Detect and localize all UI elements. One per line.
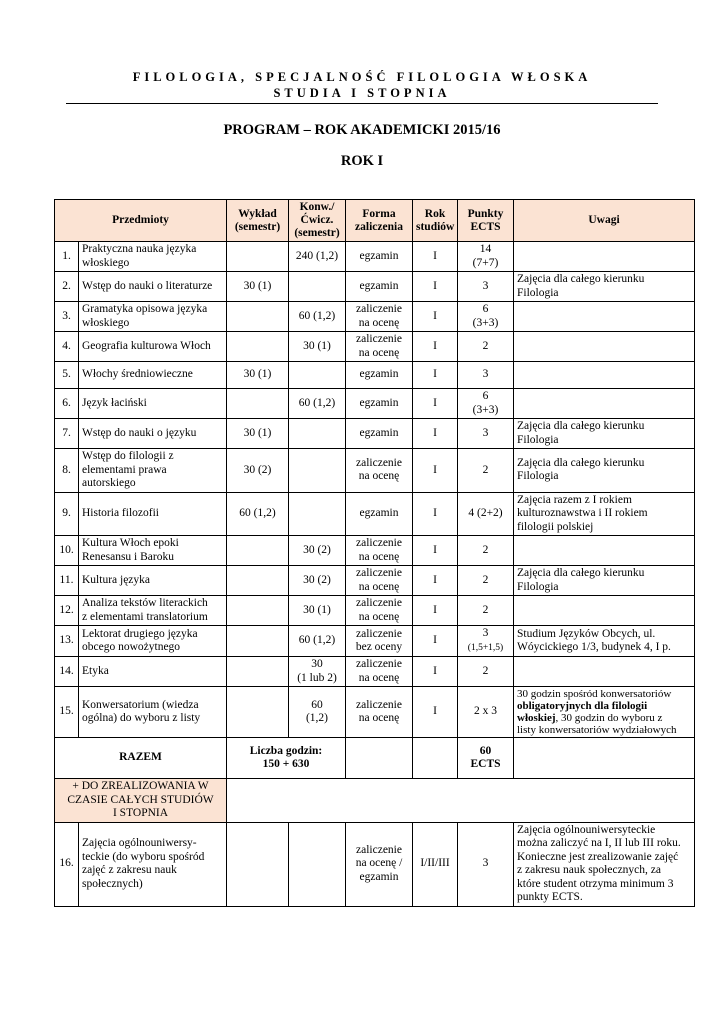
row-lecture: 30 (1) — [227, 362, 289, 389]
whole-studies-row — [55, 779, 695, 823]
row-year: I — [413, 302, 458, 332]
col-header-notes: Uwagi — [514, 200, 695, 242]
summary-empty-notes — [514, 738, 695, 779]
row-conv: 30 (1 lub 2) — [289, 657, 346, 687]
table-row — [55, 492, 695, 536]
row-lecture — [227, 302, 289, 332]
row-year: I — [413, 566, 458, 596]
row-number: 1. — [55, 242, 79, 272]
row-lecture — [227, 536, 289, 566]
row-notes — [514, 657, 695, 687]
program-title: PROGRAM – ROK AKADEMICKI 2015/16 — [223, 122, 501, 138]
row-ects: 3 — [458, 822, 514, 906]
row-number: 5. — [55, 362, 79, 389]
row-form: egzamin — [346, 419, 413, 449]
row-form: egzamin — [346, 242, 413, 272]
row-notes — [514, 362, 695, 389]
row-lecture: 30 (1) — [227, 272, 289, 302]
row-notes: Zajęcia ogólnouniwersyteckie można zaliczyć na I, II lub III roku. Konieczne jest zrealizowanie zajęć z zakresu nauk społecznych, za które student otrzyma minimum 3 punkty ECTS. — [514, 822, 695, 906]
row-lecture — [227, 596, 289, 626]
table-row — [55, 536, 695, 566]
faculty-heading: FILOLOGIA, SPECJALNOŚĆ FILOLOGIA WŁOSKA — [132, 70, 592, 84]
summary-empty-form — [346, 738, 413, 779]
row-year: I — [413, 492, 458, 536]
row-year: I — [413, 657, 458, 687]
col-header-ects: Punkty ECTS — [458, 200, 514, 242]
row-ects: 14 (7+7) — [458, 242, 514, 272]
row-ects: 6 (3+3) — [458, 389, 514, 419]
row-notes — [514, 536, 695, 566]
row-ects: 2 x 3 — [458, 687, 514, 738]
row-form: zaliczenie na ocenę — [346, 566, 413, 596]
row-notes — [514, 389, 695, 419]
row-conv: 60 (1,2) — [289, 302, 346, 332]
row-number: 9. — [55, 492, 79, 536]
row-ects: 2 — [458, 332, 514, 362]
row-lecture — [227, 242, 289, 272]
row-subject: Wstęp do filologii z elementami prawa autorskiego — [79, 449, 227, 493]
row-lecture: 30 (2) — [227, 449, 289, 493]
row-lecture — [227, 626, 289, 657]
row-form: zaliczenie na ocenę — [346, 449, 413, 493]
row-year: I — [413, 242, 458, 272]
col-header-subject: Przedmioty — [55, 200, 227, 242]
row-form: egzamin — [346, 389, 413, 419]
row-ects: 2 — [458, 596, 514, 626]
whole-studies-blank — [227, 779, 695, 823]
row-year: I — [413, 626, 458, 657]
row-ects: 2 — [458, 657, 514, 687]
row-number: 14. — [55, 657, 79, 687]
row-ects: 2 — [458, 449, 514, 493]
row-year: I — [413, 362, 458, 389]
row-ects: 2 — [458, 566, 514, 596]
row-ects: 3 (1,5+1,5) — [458, 626, 514, 657]
row-notes — [514, 596, 695, 626]
row-notes: 30 godzin spośród konwersatoriów obligatoryjnych dla filologii włoskiej, 30 godzin do wyboru z listy konwersatoriów wydziałowych — [514, 687, 695, 738]
row-year: I/II/III — [413, 822, 458, 906]
row-year: I — [413, 332, 458, 362]
col-header-year: Rok studiów — [413, 200, 458, 242]
row-notes: Zajęcia dla całego kierunku Filologia — [514, 419, 695, 449]
table-row — [55, 822, 695, 906]
row-subject: Wstęp do nauki o literaturze — [79, 272, 227, 302]
row-year: I — [413, 419, 458, 449]
row-year: I — [413, 536, 458, 566]
row-ects: 4 (2+2) — [458, 492, 514, 536]
row-conv: 60 (1,2) — [289, 626, 346, 657]
row-form: egzamin — [346, 272, 413, 302]
summary-row — [55, 738, 695, 779]
row-subject: Etyka — [79, 657, 227, 687]
row-lecture — [227, 822, 289, 906]
row-number: 2. — [55, 272, 79, 302]
table-row — [55, 389, 695, 419]
row-conv: 60 (1,2) — [289, 389, 346, 419]
col-header-lecture: Wykład (semestr) — [227, 200, 289, 242]
row-notes: Zajęcia dla całego kierunku Filologia — [514, 272, 695, 302]
row-conv — [289, 272, 346, 302]
row-number: 7. — [55, 419, 79, 449]
row-notes: Zajęcia dla całego kierunku Filologia — [514, 566, 695, 596]
row-conv: 60 (1,2) — [289, 687, 346, 738]
row-year: I — [413, 596, 458, 626]
row-subject: Gramatyka opisowa języka włoskiego — [79, 302, 227, 332]
summary-label: RAZEM — [55, 738, 227, 779]
row-number: 11. — [55, 566, 79, 596]
row-subject: Włochy średniowieczne — [79, 362, 227, 389]
table-header-row — [55, 200, 695, 242]
row-conv: 240 (1,2) — [289, 242, 346, 272]
row-subject: Kultura Włoch epoki Renesansu i Baroku — [79, 536, 227, 566]
row-notes — [514, 332, 695, 362]
row-number: 8. — [55, 449, 79, 493]
row-year: I — [413, 272, 458, 302]
row-number: 13. — [55, 626, 79, 657]
table-row — [55, 272, 695, 302]
row-form: egzamin — [346, 362, 413, 389]
row-ects: 3 — [458, 272, 514, 302]
table-row — [55, 626, 695, 657]
row-subject: Wstęp do nauki o języku — [79, 419, 227, 449]
row-lecture — [227, 566, 289, 596]
row-subject: Historia filozofii — [79, 492, 227, 536]
heading-rule — [66, 103, 658, 104]
row-subject: Konwersatorium (wiedza ogólna) do wyboru z listy — [79, 687, 227, 738]
row-number: 16. — [55, 822, 79, 906]
row-form: zaliczenie na ocenę — [346, 687, 413, 738]
summary-empty-year — [413, 738, 458, 779]
program-table — [54, 199, 695, 907]
row-ects: 2 — [458, 536, 514, 566]
row-conv — [289, 449, 346, 493]
row-conv: 30 (1) — [289, 596, 346, 626]
table-row — [55, 449, 695, 493]
table-row — [55, 566, 695, 596]
row-lecture — [227, 657, 289, 687]
row-lecture — [227, 687, 289, 738]
row-lecture: 60 (1,2) — [227, 492, 289, 536]
row-conv — [289, 492, 346, 536]
row-lecture — [227, 389, 289, 419]
row-subject: Lektorat drugiego języka obcego nowożytnego — [79, 626, 227, 657]
table-row — [55, 332, 695, 362]
row-number: 12. — [55, 596, 79, 626]
col-header-conv: Konw./ Ćwicz. (semestr) — [289, 200, 346, 242]
row-ects: 3 — [458, 362, 514, 389]
row-lecture: 30 (1) — [227, 419, 289, 449]
table-row — [55, 687, 695, 738]
table-row — [55, 302, 695, 332]
row-form: zaliczenie na ocenę — [346, 657, 413, 687]
row-subject: Praktyczna nauka języka włoskiego — [79, 242, 227, 272]
row-subject: Język łaciński — [79, 389, 227, 419]
row-form: zaliczenie na ocenę / egzamin — [346, 822, 413, 906]
row-subject: Zajęcia ogólnouniwersy- teckie (do wyboru spośród zajęć z zakresu nauk społecznych) — [79, 822, 227, 906]
row-form: zaliczenie bez oceny — [346, 626, 413, 657]
row-form: zaliczenie na ocenę — [346, 596, 413, 626]
row-form: zaliczenie na ocenę — [346, 536, 413, 566]
row-notes: Zajęcia razem z I rokiem kulturoznawstwa i II rokiem filologii polskiej — [514, 492, 695, 536]
row-number: 4. — [55, 332, 79, 362]
summary-ects: 60 ECTS — [458, 738, 514, 779]
row-subject: Analiza tekstów literackich z elementami translatorium — [79, 596, 227, 626]
row-notes — [514, 242, 695, 272]
row-year: I — [413, 449, 458, 493]
row-lecture — [227, 332, 289, 362]
row-form: egzamin — [346, 492, 413, 536]
row-notes: Studium Języków Obcych, ul. Wóycickiego 1/3, budynek 4, I p. — [514, 626, 695, 657]
row-form: zaliczenie na ocenę — [346, 332, 413, 362]
year-title: ROK I — [340, 153, 384, 169]
row-number: 3. — [55, 302, 79, 332]
summary-hours: Liczba godzin: 150 + 630 — [227, 738, 346, 779]
row-subject: Geografia kulturowa Włoch — [79, 332, 227, 362]
row-number: 6. — [55, 389, 79, 419]
row-conv: 30 (2) — [289, 536, 346, 566]
row-number: 10. — [55, 536, 79, 566]
row-notes — [514, 302, 695, 332]
row-year: I — [413, 687, 458, 738]
row-year: I — [413, 389, 458, 419]
row-conv — [289, 822, 346, 906]
table-row — [55, 362, 695, 389]
whole-studies-label: + DO ZREALIZOWANIA W CZASIE CAŁYCH STUDIÓW I STOPNIA — [55, 779, 227, 823]
row-conv: 30 (2) — [289, 566, 346, 596]
row-notes: Zajęcia dla całego kierunku Filologia — [514, 449, 695, 493]
row-conv — [289, 362, 346, 389]
table-row — [55, 419, 695, 449]
row-number: 15. — [55, 687, 79, 738]
row-conv: 30 (1) — [289, 332, 346, 362]
row-conv — [289, 419, 346, 449]
row-form: zaliczenie na ocenę — [346, 302, 413, 332]
table-row — [55, 596, 695, 626]
row-subject: Kultura języka — [79, 566, 227, 596]
row-ects: 3 — [458, 419, 514, 449]
col-header-form: Forma zaliczenia — [346, 200, 413, 242]
row-ects: 6 (3+3) — [458, 302, 514, 332]
degree-heading: STUDIA I STOPNIA — [273, 86, 451, 100]
table-row — [55, 242, 695, 272]
table-row — [55, 657, 695, 687]
